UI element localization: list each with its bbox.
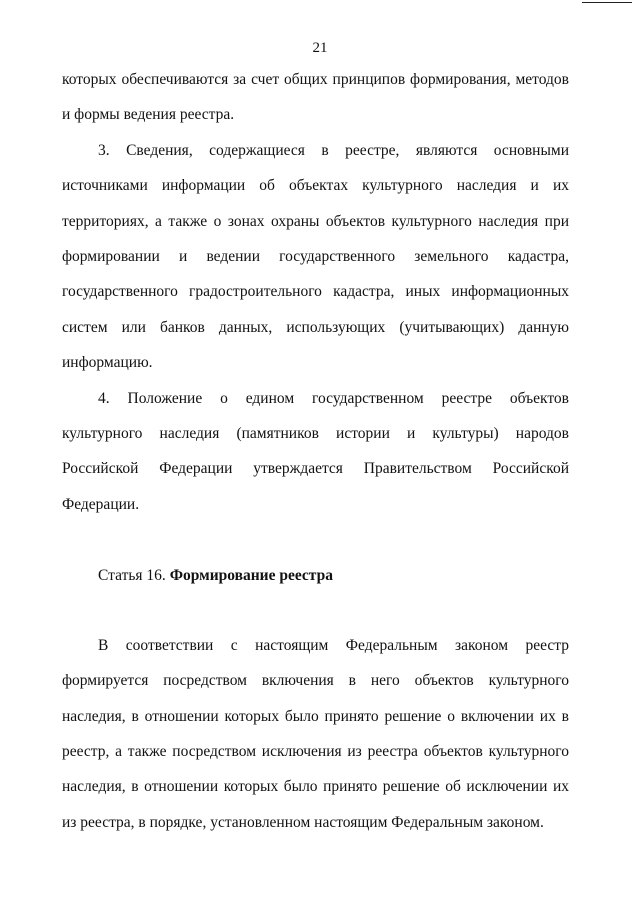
page-number: 21: [312, 40, 328, 56]
article-label: Статья 16.: [98, 567, 166, 585]
article-title: Формирование реестра: [169, 567, 333, 585]
article-body-paragraph: В соответствии с настоящим Федеральным законом реестр формируется посредством включения в него объектов культурного наследия, в отношении которых было принято решение о включении их в реестр, а также посредством исключения из реестра объектов культурного наследия, в отношении которых было принято решение об исключении их из реестра, в порядке, установленном настоящим Федеральным законом.: [62, 636, 569, 831]
document-body: [62, 62, 569, 840]
paragraph-clause-4: 4. Положение о едином государственном реестре объектов культурного наследия (памятников истории и культуры) народов Российской Федерации утверждается Правительством Российской Федерации.: [62, 389, 569, 513]
article-heading: [62, 558, 569, 593]
paragraph-continuation: которых обеспечиваются за счет общих принципов формирования, методов и формы ведения реестра.: [62, 71, 569, 124]
top-corner-rule: [582, 2, 632, 3]
paragraph-clause-3: 3. Сведения, содержащиеся в реестре, являются основными источниками информации об объектах культурного наследия и их территориях, а также о зонах охраны объектов культурного наследия при формировании и ведении государственного земельного кадастра, государственного градостроительного кадастра, иных информационных систем или банков данных, использующих (учитывающих) данную информацию.: [62, 141, 569, 372]
